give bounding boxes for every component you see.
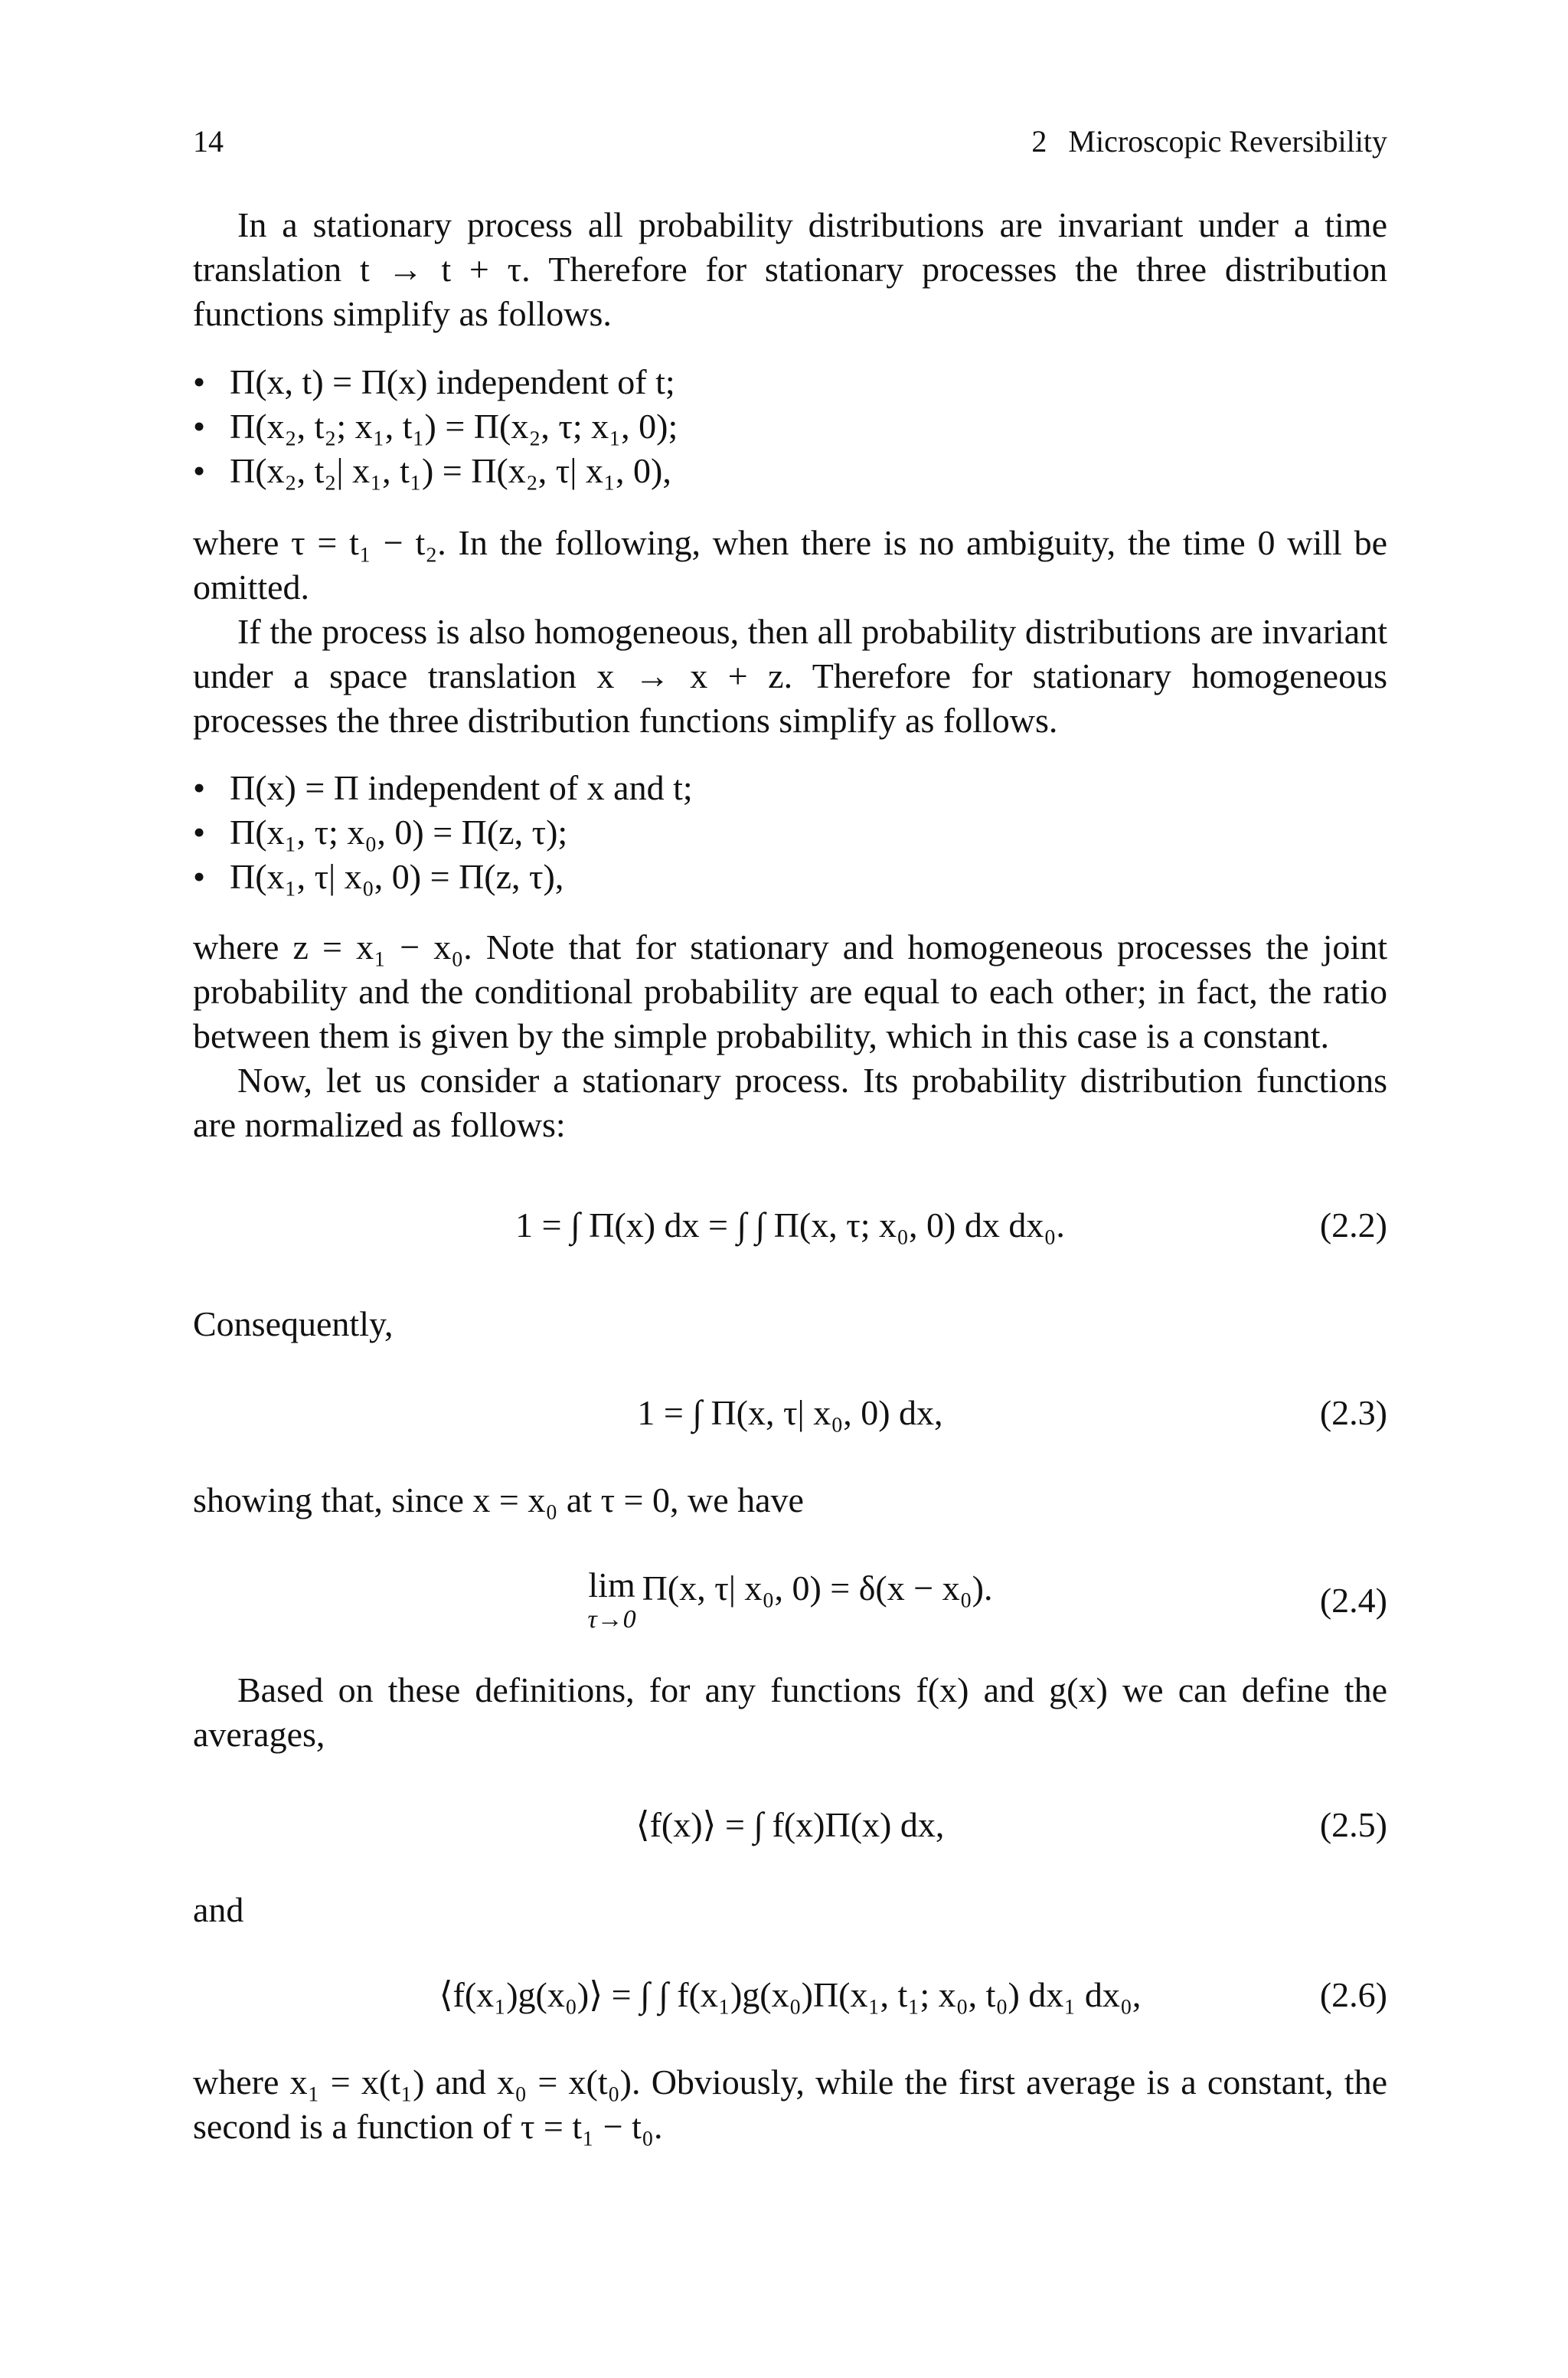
paragraph-averages: Based on these definitions, for any functions f(x) and g(x) we can define the averages, [193, 1670, 1387, 1754]
bullet-item: • Π(x, t) = Π(x) independent of t; [193, 360, 1387, 404]
equation-body [588, 1566, 993, 1635]
equation-body: 1 = ∫ Π(x) dx = ∫ ∫ Π(x, τ; x₀, 0) dx dx₀. [515, 1205, 1065, 1245]
bullet-item: • Π(x) = Π independent of x and t; [193, 766, 1387, 810]
equation-number: (2.6) [1319, 1975, 1387, 2014]
limit-label: lim [588, 1565, 635, 1604]
paragraph-tau-definition: where τ = t₁ − t₂. In the following, when there is no ambiguity, the time 0 will be omitted. [193, 523, 1387, 607]
bullet-item: • Π(x₂, t₂; x₁, t₁) = Π(x₂, τ; x₁, 0); [193, 404, 1387, 449]
paragraph-z-definition: where z = x₁ − x₀. Note that for stationary and homogeneous processes the joint probability and the conditional probability are equal to each other; in fact, the ratio between them is given by the simple probability, which in this case is a constant. [193, 927, 1387, 1055]
limit-expression: Π(x, τ| x₀, 0) = δ(x − x₀). [642, 1568, 993, 1608]
bullet-list-stationary [193, 360, 1387, 493]
equation-2-5 [193, 1794, 1387, 1856]
equation-body: ⟨f(x₁)g(x₀)⟩ = ∫ ∫ f(x₁)g(x₀)Π(x₁, t₁; x₀, t₀) dx₁ dx₀, [439, 1975, 1142, 2014]
limit-subscript: τ→0 [587, 1605, 636, 1634]
paragraph-homogeneous: If the process is also homogeneous, then all probability distributions are invariant under a space translation x → x + z. Therefore for stationary homogeneous processes the three distribution functions simplify as follows. [193, 612, 1387, 740]
equation-number: (2.5) [1319, 1805, 1387, 1844]
section-number: 2 [1031, 124, 1047, 159]
equation-number: (2.4) [1319, 1581, 1387, 1620]
equation-2-6 [193, 1964, 1387, 2026]
equation-number: (2.3) [1319, 1393, 1387, 1432]
equation-2-3 [193, 1382, 1387, 1444]
paragraph-showing: showing that, since x = x₀ at τ = 0, we have [193, 1480, 804, 1519]
limit-operator [588, 1566, 636, 1635]
bullet-list-homogeneous [193, 766, 1387, 899]
paragraph-stationary: In a stationary process all probability distributions are invariant under a time translation t → t + τ. Therefore for stationary processes the three distribution functions simplify as follows. [193, 205, 1387, 333]
equation-body: 1 = ∫ Π(x, τ| x₀, 0) dx, [637, 1393, 943, 1432]
chapter-heading [1031, 119, 1387, 165]
paragraph-consequently: Consequently, [193, 1304, 394, 1343]
bullet-item: • Π(x₁, τ| x₀, 0) = Π(z, τ), [193, 855, 1387, 899]
page-number: 14 [193, 124, 224, 159]
equation-number: (2.2) [1319, 1205, 1387, 1245]
equation-body: ⟨f(x)⟩ = ∫ f(x)Π(x) dx, [635, 1805, 945, 1844]
paragraph-and: and [193, 1890, 244, 1929]
equation-2-4 [193, 1562, 1387, 1639]
paragraph-normalization: Now, let us consider a stationary process. Its probability distribution functions are normalized as follows: [193, 1061, 1387, 1144]
section-title: Microscopic Reversibility [1068, 124, 1387, 159]
bullet-item: • Π(x₁, τ; x₀, 0) = Π(z, τ); [193, 810, 1387, 855]
paragraph-conclusion: where x₁ = x(t₁) and x₀ = x(t₀). Obviously, while the first average is a constant, the second is a function of τ = t₁ − t₀. [193, 2062, 1387, 2146]
bullet-item: • Π(x₂, t₂| x₁, t₁) = Π(x₂, τ| x₁, 0), [193, 449, 1387, 493]
equation-2-2 [193, 1195, 1387, 1256]
running-header [193, 119, 1387, 165]
